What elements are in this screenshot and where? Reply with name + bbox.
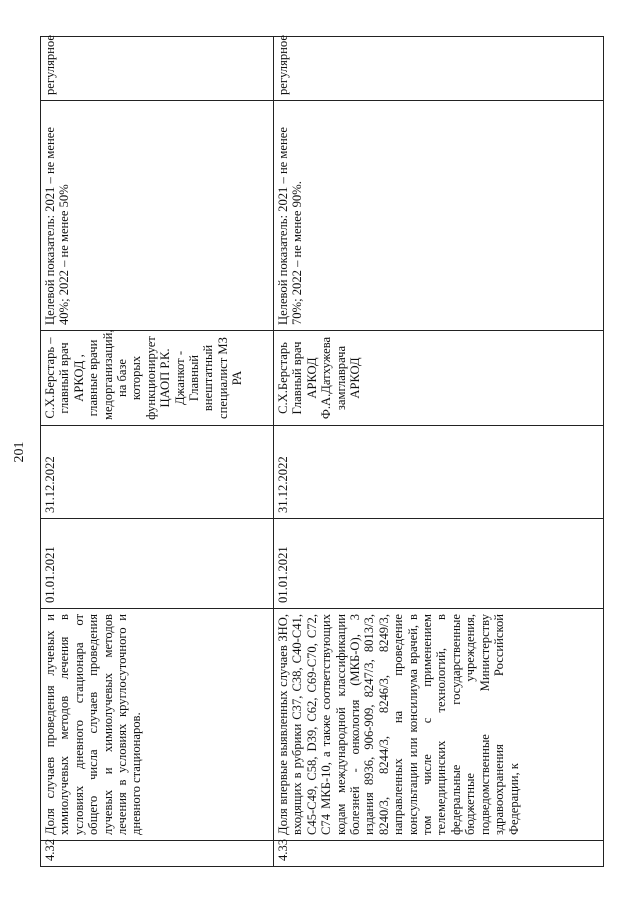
table-row (274, 37, 604, 867)
periodicity: регулярное (41, 37, 274, 101)
start-date: 01.01.2021 (41, 519, 274, 609)
row-number: 4.32 (41, 841, 274, 867)
end-date: 31.12.2022 (274, 426, 604, 519)
responsible-persons: С.Х.Берстарь – главный врач АРКОД , главные врачи медорганизаций, на базе которых функционирует ЦАОП Р.К. Джанкот - Главный внештатный специалист МЗ РА (41, 331, 274, 426)
row-number: 4.33 (274, 841, 604, 867)
target-indicator: Целевой показатель: 2021 – не менее 70%; 2022 – не менее 90%. (274, 101, 604, 331)
end-date: 31.12.2022 (41, 426, 274, 519)
measures-table (40, 36, 604, 867)
table-row (41, 37, 274, 867)
indicator-description: Доля случаев проведения лучевых и химиолучевых методов лечения в условиях дневного стационара от общего числа случаев проведения лучевых и химиолучевых методов лечения в условиях круглосуточного и дневного стационаров. (41, 609, 274, 841)
rotated-page-content (12, 35, 600, 867)
start-date: 01.01.2021 (274, 519, 604, 609)
page-number: 201 (12, 441, 27, 463)
indicator-description: Доля впервые выявленных случаев ЗНО, входящих в рубрики С37, С38, С40-С41, С45-С49, С58, D39, С62, С69-С70, С72, С74 МКБ-10, а также соответствующих кодам международной классификации болезней - онкология (МКБ-О), 3 издания 8936, 906-909, 8247/3, 8013/3, 8240/3, 8244/3, 8246/3, 8249/3, направленных на проведение консультации или консилиума врачей, в том числе с применением телемедицинских технологий, в федеральные государственные бюджетные учреждения, подведомственные Министерству здравоохранения Российской Федерации, к (274, 609, 604, 841)
periodicity: регулярное (274, 37, 604, 101)
target-indicator: Целевой показатель: 2021 – не менее 40%; 2022 – не менее 50% (41, 101, 274, 331)
responsible-persons: С.Х.Берстарь Главный врач АРКОД Ф.А.Датхужева замглаврача АРКОД (274, 331, 604, 426)
